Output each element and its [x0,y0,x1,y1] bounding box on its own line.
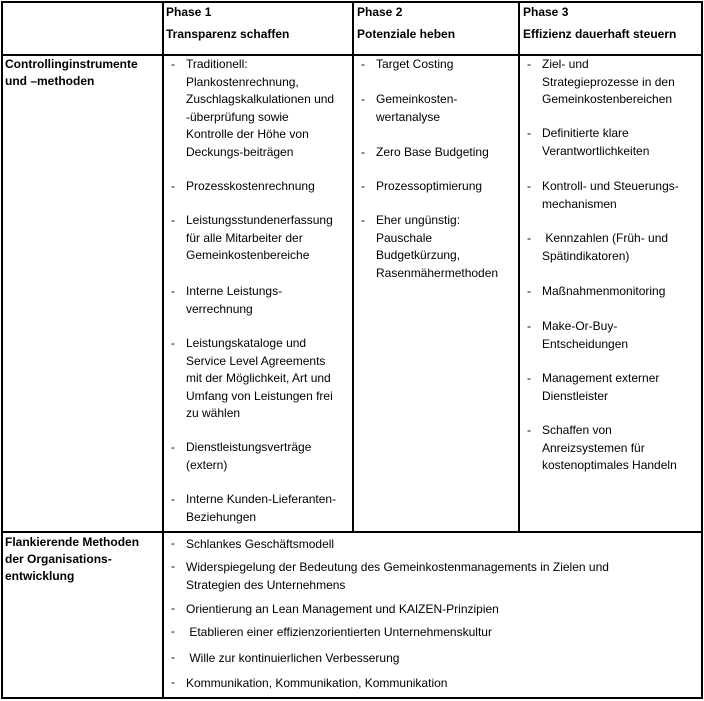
list-item-line: Interne Kunden-Lieferanten- [186,492,337,506]
bullet-dash: - [171,559,175,573]
list-item-line: Schlankes Geschäftsmodell [186,537,335,551]
list-item [186,649,696,667]
list-item-line: Maßnahmenmonitoring [542,284,666,298]
list-item-line: Kontroll- und Steuerungs- [542,179,679,193]
list-item-line: Entscheidungen [542,336,629,351]
list-item-line: Strategieprozesse in den [542,74,675,89]
phase-1-label: Phase 1 [166,5,212,19]
row-label-line: der Organisations- [5,552,112,566]
list-item-line: Leistungsstundenerfassung [186,213,333,227]
row-label-flankierend [5,534,161,585]
list-item-line: Verantwortlichkeiten [542,143,650,158]
list-item-line: Rasenmähermethoden [376,265,499,280]
list-item [376,91,516,126]
list-item-line: (extern) [186,457,228,472]
list-item-line: Eher ungünstig: [376,213,461,227]
row-label-line: Controllinginstrumente [5,57,138,71]
list-item-line: mechanismen [542,196,617,211]
bullet-dash: - [361,213,365,227]
list-item-line: Prozesskostenrechnung [186,179,315,193]
list-item [542,318,700,353]
list-item [542,125,700,160]
row-label-controlling [5,56,161,90]
list-item-line: -überprüfung sowie [186,109,289,124]
list-item [186,674,696,692]
list-item-line: Ziel- und [542,57,589,71]
list-item-line: Dienstleister [542,388,609,403]
list-item [186,600,696,618]
bullet-dash: - [361,179,365,193]
list-item [376,56,516,74]
list-item-line: Gemeinkostenbereichen [542,92,673,106]
bullet-dash: - [171,57,175,71]
list-item-line: Schaffen von [542,423,612,437]
list-item-line: Make-Or-Buy- [542,319,618,333]
phase-2-label: Phase 2 [357,5,403,19]
table-border-right [701,1,703,699]
bullet-dash: - [171,440,175,454]
list-item-line: Kennzahlen (Früh- und [542,231,669,245]
list-item-line: Budgetkürzung, [376,248,461,262]
phase-2-3-divider [518,1,520,533]
list-item-line: Dienstleistungsverträge [186,440,312,454]
list-item-line: Gemeinkosten- [376,92,458,106]
list-item-line: Orientierung an Lean Management und KAIZEN-Prinzipien [186,602,499,616]
bullet-dash: - [171,492,175,506]
list-item [186,212,352,265]
list-item-line: Plankostenrechnung, [186,74,299,89]
bullet-dash: - [171,536,175,550]
list-item [186,283,352,318]
list-item-line: Target Costing [376,57,454,71]
list-item-line: verrechnung [186,301,253,316]
list-item-line: mit der Möglichkeit, Art und [186,371,331,385]
bullet-dash: - [171,624,175,638]
list-item-line: Service Level Agreements [186,353,326,368]
list-item [542,422,700,475]
list-item [186,491,352,526]
list-item [542,283,700,301]
bullet-dash: - [171,336,175,350]
list-item-line: zu wählen [186,406,241,420]
row-label-line: Flankierende Methoden [5,535,140,549]
list-item-line: Anreizsystemen für [542,440,645,455]
bullet-dash: - [527,231,531,245]
list-item-line: Umfang von Leistungen frei [186,388,333,403]
bullet-dash: - [171,179,175,193]
list-item-line: wertanalyse [376,109,441,124]
list-item-line: Leistungskataloge und [186,336,307,350]
bullet-dash: - [527,284,531,298]
list-item-line: Pauschale [376,230,433,245]
bullet-dash: - [361,57,365,71]
list-item-line: Definitierte klare [542,126,629,140]
list-item [376,178,516,196]
bullet-dash: - [527,179,531,193]
table-border-left [1,1,3,699]
list-item [542,370,700,405]
table-border-bottom [1,697,703,699]
bullet-dash: - [527,319,531,333]
list-item-line: Widerspiegelung der Bedeutung des Gemeinkostenmanagements in Zielen und [186,560,609,574]
list-item-line: Deckungs-beiträgen [186,144,294,159]
bullet-dash: - [361,92,365,106]
list-item-line: für alle Mitarbeiter der [186,230,303,245]
phase-1-2-divider [352,1,354,533]
row-label-line: entwicklung [5,569,75,583]
phase-1-title: Transparenz schaffen [166,27,290,41]
list-item [376,144,516,162]
bullet-dash: - [361,145,365,159]
list-item-line: Traditionell: [186,57,248,71]
bullet-dash: - [171,601,175,615]
list-item [186,623,696,641]
list-item-line: Wille zur kontinuierlichen Verbesserung [186,651,400,665]
list-item [186,439,352,474]
list-item-line: Interne Leistungs- [186,284,283,298]
list-item-line: Kommunikation, Kommunikation, Kommunikation [186,676,448,690]
list-item-line: Strategien des Unternehmens [186,578,346,592]
bullet-dash: - [171,284,175,298]
list-item-line: Beziehungen [186,509,257,524]
list-item [186,178,352,196]
list-item-line: Etablieren einer effizienzorientierten Unternehmenskultur [186,625,492,639]
list-item-line: Zero Base Budgeting [376,145,489,159]
bullet-dash: - [171,213,175,227]
bullet-dash: - [171,675,175,689]
bullet-dash: - [171,650,175,664]
list-item-line: Spätindikatoren) [542,248,630,263]
phase-3-label: Phase 3 [523,5,569,19]
bullet-dash: - [527,57,531,71]
phase-2-title: Potenziale heben [357,27,456,41]
phase-3-title: Effizienz dauerhaft steuern [523,27,677,41]
bullet-dash: - [527,126,531,140]
list-item-line: Gemeinkostenbereiche [186,248,310,262]
list-item [542,178,700,213]
list-item-line: Zuschlagskalkulationen und [186,92,335,106]
list-item [186,558,696,594]
list-item [186,56,352,161]
bullet-dash: - [527,423,531,437]
row-label-line: und –methoden [5,74,95,88]
list-item-line: kostenoptimales Handeln [542,458,677,472]
list-item [186,535,696,553]
list-item-line: Management externer [542,371,660,385]
bullet-dash: - [527,371,531,385]
list-item [186,335,352,423]
list-item-line: Prozessoptimierung [376,179,483,193]
list-item-line: Kontrolle der Höhe von [186,127,309,141]
list-item [542,56,700,109]
list-item [542,230,700,265]
label-column-divider [162,1,164,699]
list-item [376,212,516,282]
